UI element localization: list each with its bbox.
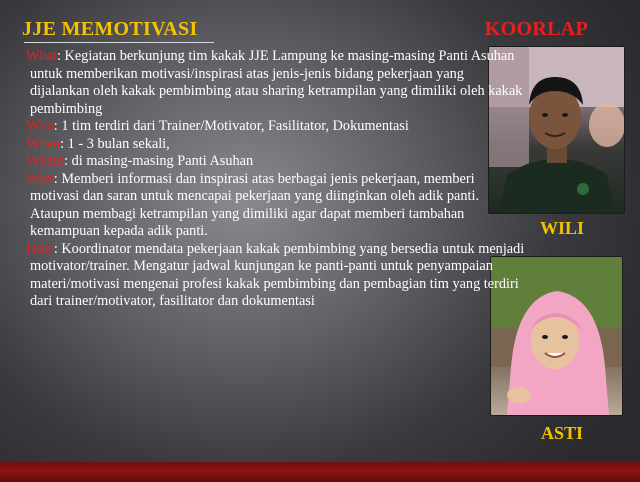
wili-eye-right	[562, 113, 568, 117]
when-paragraph	[26, 136, 526, 154]
when-text: : 1 - 3 bulan sekali,	[60, 135, 170, 152]
background-face	[589, 103, 624, 147]
what-paragraph	[26, 48, 526, 118]
slide-title: JJE MEMOTIVASI	[22, 18, 198, 40]
what-label: What	[26, 48, 57, 64]
where-paragraph	[26, 153, 526, 171]
how-text: : Koordinator mendata pekerjaan kakak pembimbing yang bersedia untuk menjadi motivator/trainer. Mengatur jadwal kunjungan ke panti-panti untuk penyampaian materi/motivasi mengenai profesi kakak pembimbing dan pembagian tim yang terdiri dari trainer/motivator, fasilitator dan dokumentasi	[30, 240, 525, 309]
wili-eye-left	[542, 113, 548, 117]
content-block	[26, 48, 526, 311]
koorlap-heading: KOORLAP	[484, 18, 588, 40]
who-label: Who	[26, 118, 54, 134]
how-label: How	[26, 240, 54, 257]
who-text: : 1 tim terdiri dari Trainer/Motivator, Fasilitator, Dokumentasi	[53, 118, 409, 134]
asti-hand	[507, 387, 531, 403]
footer-bar	[0, 462, 640, 482]
why-label: Why	[26, 170, 54, 187]
where-label: Where	[26, 153, 65, 169]
asti-eye-right	[562, 335, 568, 339]
asti-name: ASTI	[541, 423, 584, 443]
when-label: When	[26, 135, 61, 152]
how-paragraph	[26, 241, 526, 311]
why-paragraph	[26, 171, 526, 241]
wili-name: WILI	[540, 218, 585, 238]
what-text: : Kegiatan berkunjung tim kakak JJE Lampung ke masing-masing Panti Asuhan untuk memberikan motivasi/inspirasi atas jenis-jenis bidang pekerjaan yang dijalankan oleh kakak pembimbing atau sharing ketrampilan yang dimiliki oleh kakak pembimbing	[30, 48, 523, 117]
title-underline	[24, 42, 214, 43]
asti-eye-left	[542, 335, 548, 339]
why-text: : Memberi informasi dan inspirasi atas berbagai jenis pekerjaan, memberi motivasi dan saran untuk mencapai pekerjaan yang diinginkan oleh adik panti. Ataupun membagi ketrampilan yang dimiliki agar dapat memberi tambahan kemampuan kepada adik panti.	[30, 170, 480, 239]
where-text: : di masing-masing Panti Asuhan	[64, 153, 254, 169]
who-paragraph	[26, 118, 526, 136]
shirt-badge	[577, 183, 589, 195]
